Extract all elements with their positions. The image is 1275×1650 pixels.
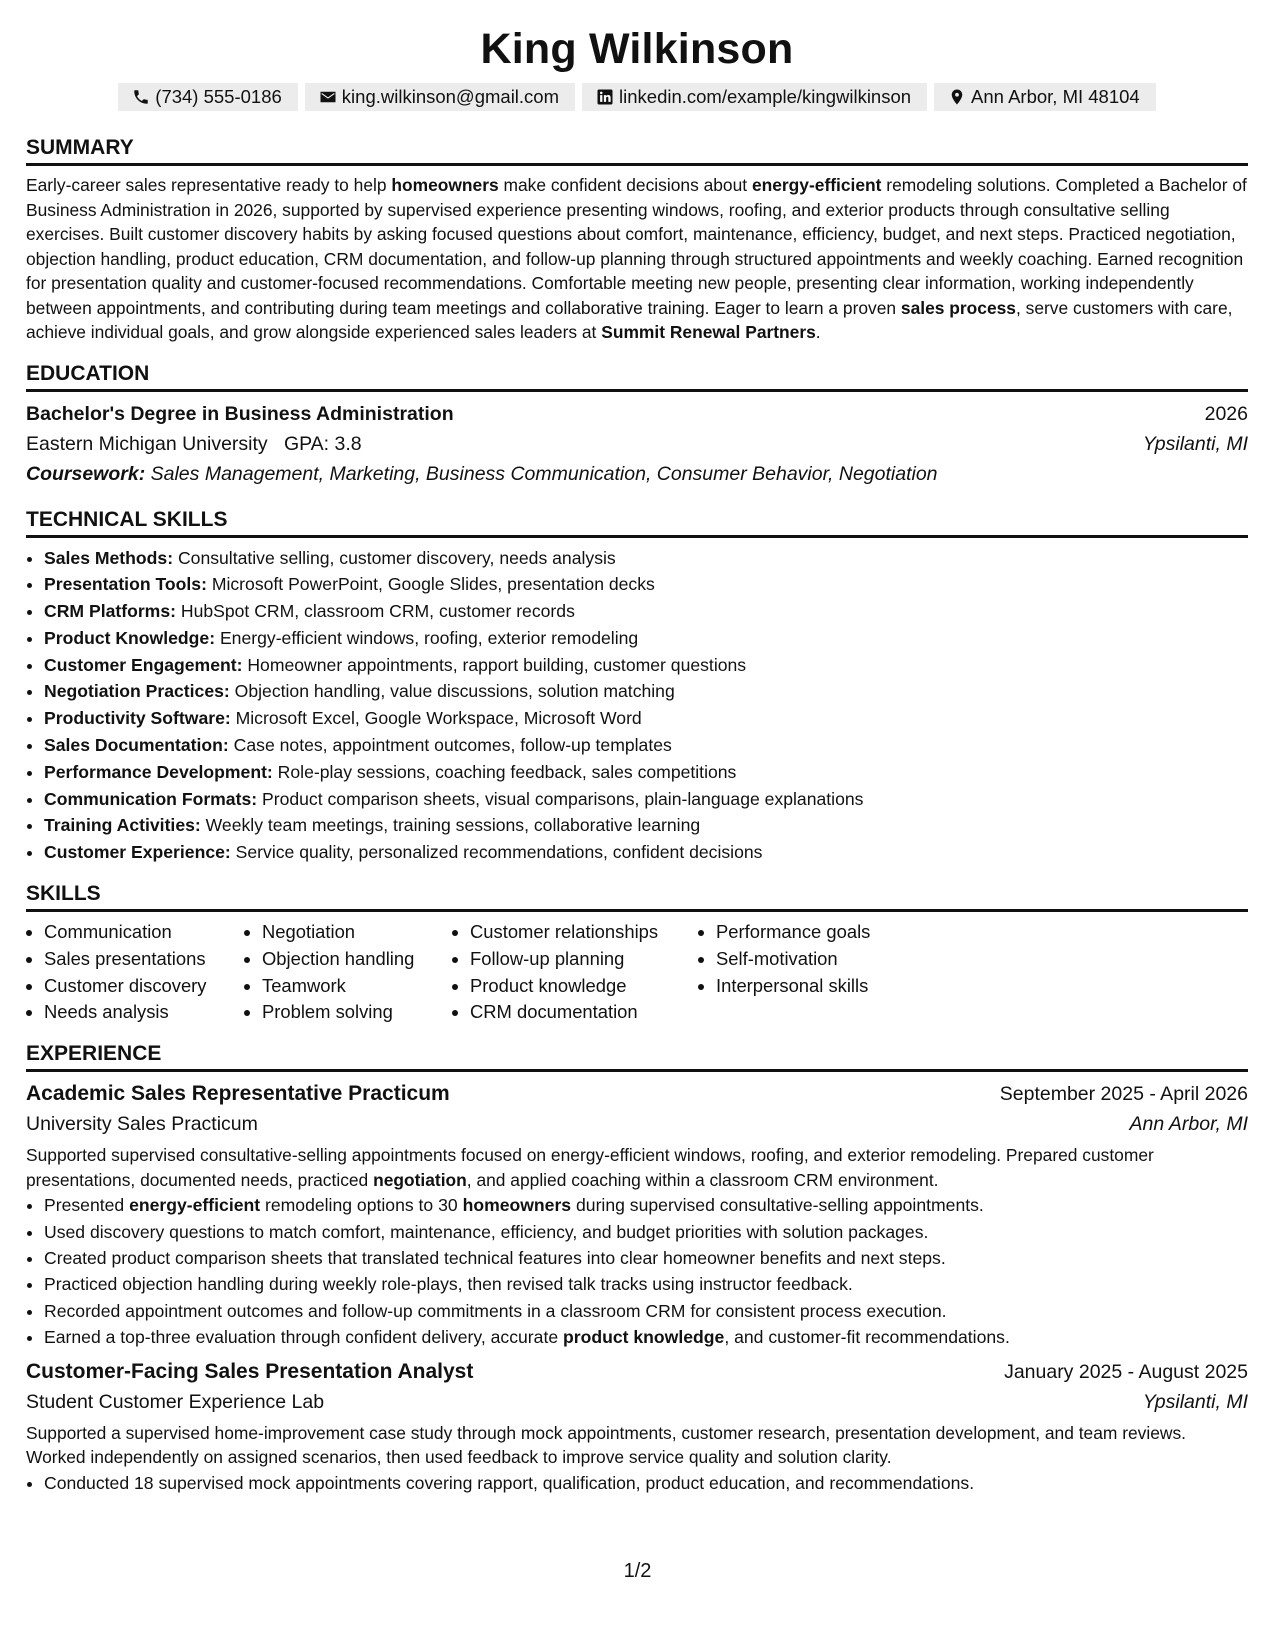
job-dates: January 2025 - August 2025 xyxy=(1004,1360,1248,1383)
skill-item: • Follow-up planning xyxy=(470,946,698,973)
coursework-list: Sales Management, Marketing, Business Communication, Consumer Behavior, Negotiation xyxy=(150,462,938,485)
technical-skill-value: Consultative selling, customer discovery, needs analysis xyxy=(173,547,616,568)
summary-heading: SUMMARY xyxy=(26,137,1248,166)
summary-segment: Early-career sales representative ready to help xyxy=(26,175,392,195)
summary-segment: energy-efficient xyxy=(751,175,882,195)
graduation-year: 2026 xyxy=(1204,402,1248,425)
skill-item: • Negotiation xyxy=(262,919,452,946)
job-bullet xyxy=(44,1219,1248,1245)
summary-segment: remodeling solutions. Completed a Bachelor of Business Administration in 2026, supported by supervised experience presenting windows, roofing, and exterior products through consultative selling exercises. Built customer discovery habits by asking focused questions about comfort, maintenance, efficiency, budget, and next steps. Practiced negotiation, objection handling, product education, CRM documentation, and follow-up planning through structured appointments and weekly coaching. Earned recognition for presentation quality and customer-focused recommendations. Comfortable meeting new people, presenting clear information, working independently between appointments, and contributing during team meetings and collaborative training. Eager to learn a proven xyxy=(26,175,1247,318)
coursework-line xyxy=(26,459,1248,489)
skill-item: • Customer discovery xyxy=(44,973,244,1000)
job-org-row xyxy=(26,1109,1248,1139)
job-bullet xyxy=(44,1470,1248,1496)
skill-item: • Needs analysis xyxy=(44,999,244,1026)
job-entry xyxy=(26,1357,1248,1496)
technical-skill-item xyxy=(44,571,1248,598)
job-bullet-segment: Created product comparison sheets that translated technical features into clear homeowner benefits and next steps. xyxy=(44,1248,946,1269)
job-title-row xyxy=(26,1079,1248,1109)
technical-skills-heading: TECHNICAL SKILLS xyxy=(26,509,1248,538)
technical-skill-item xyxy=(44,839,1248,866)
summary-segment: . xyxy=(815,322,821,342)
job-bullet xyxy=(44,1245,1248,1271)
job-bullet-segment: energy-efficient xyxy=(129,1195,261,1216)
technical-skill-value: Objection handling, value discussions, solution matching xyxy=(229,681,675,702)
technical-skill-value: HubSpot CRM, classroom CRM, customer records xyxy=(175,601,575,622)
technical-skill-label: Customer Engagement: xyxy=(44,654,243,675)
technical-skill-value: Product comparison sheets, visual comparisons, plain-language explanations xyxy=(257,788,864,809)
job-description-segment: , and applied coaching within a classroom CRM environment. xyxy=(466,1169,939,1190)
job-org-row xyxy=(26,1387,1248,1417)
skill-item: • Performance goals xyxy=(716,919,936,946)
job-bullet-segment: , and customer-fit recommendations. xyxy=(724,1327,1010,1348)
technical-skill-value: Service quality, personalized recommendations, confident decisions xyxy=(230,842,763,863)
summary-segment: homeowners xyxy=(391,175,499,195)
job-bullet-segment: Presented xyxy=(44,1195,130,1216)
resume-page xyxy=(26,18,1248,1496)
job-description-segment: Supported a supervised home-improvement case study through mock appointments, customer research, presentation development, and team reviews. Worked independently on assigned scenarios, then used feedback to improve service quality and solution clarity. xyxy=(26,1422,1186,1468)
job-entry xyxy=(26,1079,1248,1350)
skill-item: • Problem solving xyxy=(262,999,452,1026)
technical-skill-item xyxy=(44,545,1248,572)
job-bullet-segment: remodeling options to 30 xyxy=(260,1195,463,1216)
education-school-row xyxy=(26,429,1248,459)
job-bullets xyxy=(26,1192,1248,1350)
skills-column xyxy=(26,919,244,1026)
candidate-name: King Wilkinson xyxy=(480,25,794,73)
job-title: Academic Sales Representative Practicum xyxy=(26,1082,450,1106)
summary-segment: , serve customers with care, achieve individual goals, and grow alongside experienced sales leaders at xyxy=(26,297,1233,342)
technical-skill-label: CRM Platforms: xyxy=(44,601,176,622)
technical-skill-label: Performance Development: xyxy=(44,761,273,782)
technical-skill-label: Customer Experience: xyxy=(44,842,231,863)
experience-heading: EXPERIENCE xyxy=(26,1043,1248,1072)
skill-item: • CRM documentation xyxy=(470,999,698,1026)
degree-name: Bachelor's Degree in Business Administration xyxy=(26,402,454,425)
technical-skill-item xyxy=(44,786,1248,813)
education-heading: EDUCATION xyxy=(26,363,1248,392)
technical-skills-list xyxy=(26,545,1248,867)
technical-skill-value: Microsoft Excel, Google Workspace, Microsoft Word xyxy=(230,708,642,729)
job-bullet-segment: Earned a top-three evaluation through confident delivery, accurate xyxy=(44,1327,564,1348)
linkedin-chip[interactable] xyxy=(582,83,927,111)
technical-skill-item xyxy=(44,625,1248,652)
job-bullet-segment: Practiced objection handling during weekly role-plays, then revised talk tracks using instructor feedback. xyxy=(44,1274,853,1295)
job-bullets xyxy=(26,1470,1248,1496)
school-location: Ypsilanti, MI xyxy=(1142,432,1248,455)
job-bullet-segment: during supervised consultative-selling appointments. xyxy=(571,1195,984,1216)
school-name: Eastern Michigan University xyxy=(26,432,268,455)
technical-skill-item xyxy=(44,759,1248,786)
skill-item: • Teamwork xyxy=(262,973,452,1000)
job-bullet-segment: Conducted 18 supervised mock appointments covering rapport, qualification, product education, and recommendations. xyxy=(44,1472,975,1493)
email-text: king.wilkinson@gmail.com xyxy=(341,86,560,107)
phone-icon xyxy=(132,88,150,106)
job-bullet-segment: Used discovery questions to match comfort, maintenance, efficiency, and budget priorities with solution packages. xyxy=(44,1221,929,1242)
technical-skill-value: Microsoft PowerPoint, Google Slides, presentation decks xyxy=(206,574,655,595)
job-bullet-segment: product knowledge xyxy=(563,1327,725,1348)
summary-text xyxy=(26,173,1248,345)
technical-skill-label: Productivity Software: xyxy=(44,708,231,729)
technical-skill-value: Weekly team meetings, training sessions, collaborative learning xyxy=(200,815,701,836)
page-number: 1/2 xyxy=(623,1560,652,1582)
technical-skill-item xyxy=(44,705,1248,732)
job-bullet xyxy=(44,1192,1248,1218)
technical-skill-item xyxy=(44,652,1248,679)
summary-segment: make confident decisions about xyxy=(498,175,752,195)
job-title-row xyxy=(26,1357,1248,1387)
job-bullet xyxy=(44,1324,1248,1350)
job-description-segment: Supported supervised consultative-selling appointments focused on energy-efficient windows, roofing, and exterior remodeling. Prepared customer presentations, documented needs, practiced xyxy=(26,1145,1154,1190)
technical-skill-label: Negotiation Practices: xyxy=(44,681,230,702)
linkedin-icon xyxy=(596,88,614,106)
technical-skill-value: Energy-efficient windows, roofing, exterior remodeling xyxy=(215,627,639,648)
gpa: GPA: 3.8 xyxy=(283,432,362,455)
skills-column xyxy=(244,919,452,1026)
technical-skill-item xyxy=(44,598,1248,625)
job-bullet-segment: Recorded appointment outcomes and follow-up commitments in a classroom CRM for consistent process execution. xyxy=(44,1300,947,1321)
job-location: Ann Arbor, MI xyxy=(1129,1113,1248,1136)
job-description xyxy=(26,1421,1248,1470)
technical-skill-label: Sales Methods: xyxy=(44,547,174,568)
job-description xyxy=(26,1143,1248,1192)
skills-column xyxy=(452,919,698,1026)
technical-skill-value: Homeowner appointments, rapport building, customer questions xyxy=(242,654,747,675)
skills-grid xyxy=(26,919,1248,1026)
job-bullet xyxy=(44,1298,1248,1324)
job-bullet-segment: homeowners xyxy=(462,1195,572,1216)
location-chip xyxy=(934,83,1156,111)
map-pin-icon xyxy=(948,88,966,106)
technical-skill-item xyxy=(44,732,1248,759)
email-chip[interactable] xyxy=(305,83,575,111)
skill-item: • Product knowledge xyxy=(470,973,698,1000)
skill-item: • Interpersonal skills xyxy=(716,973,936,1000)
contact-bar xyxy=(26,83,1248,111)
job-bullet xyxy=(44,1271,1248,1297)
skill-item: • Communication xyxy=(44,919,244,946)
technical-skill-label: Presentation Tools: xyxy=(44,574,207,595)
technical-skill-item xyxy=(44,812,1248,839)
job-location: Ypsilanti, MI xyxy=(1142,1390,1248,1413)
linkedin-text: linkedin.com/example/kingwilkinson xyxy=(619,86,912,107)
skill-item: • Sales presentations xyxy=(44,946,244,973)
school-line xyxy=(26,429,362,459)
summary-segment: Summit Renewal Partners xyxy=(601,322,816,342)
job-organization: Student Customer Experience Lab xyxy=(26,1390,325,1413)
job-dates: September 2025 - April 2026 xyxy=(999,1083,1248,1106)
education-degree-row xyxy=(26,399,1248,429)
job-description-segment: negotiation xyxy=(373,1169,467,1190)
skills-heading: SKILLS xyxy=(26,883,1248,912)
skill-item: • Customer relationships xyxy=(470,919,698,946)
experience-list xyxy=(26,1079,1248,1496)
location-text: Ann Arbor, MI 48104 xyxy=(971,86,1140,107)
technical-skill-value: Case notes, appointment outcomes, follow-up templates xyxy=(228,735,672,756)
phone-text: (734) 555-0186 xyxy=(155,86,282,107)
job-title: Customer-Facing Sales Presentation Analyst xyxy=(26,1359,474,1383)
technical-skill-label: Product Knowledge: xyxy=(44,627,216,648)
technical-skill-label: Training Activities: xyxy=(44,815,201,836)
envelope-icon xyxy=(319,88,337,106)
skill-item: • Self-motivation xyxy=(716,946,936,973)
summary-segment: sales process xyxy=(900,297,1016,318)
coursework-label: Coursework: xyxy=(26,462,146,485)
skill-item: • Objection handling xyxy=(262,946,452,973)
technical-skill-label: Communication Formats: xyxy=(44,788,258,809)
technical-skill-item xyxy=(44,678,1248,705)
skills-column xyxy=(698,919,936,1026)
job-organization: University Sales Practicum xyxy=(26,1113,258,1136)
phone-chip[interactable] xyxy=(118,83,298,111)
technical-skill-label: Sales Documentation: xyxy=(44,735,229,756)
technical-skill-value: Role-play sessions, coaching feedback, sales competitions xyxy=(272,761,737,782)
